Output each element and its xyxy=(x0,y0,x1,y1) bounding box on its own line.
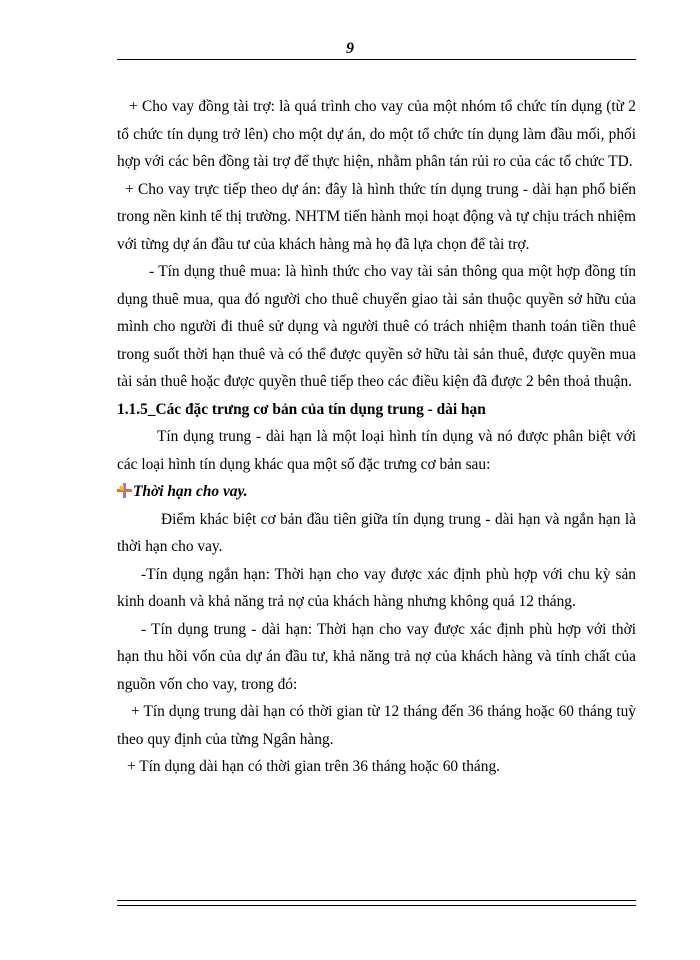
paragraph-short-term: -Tín dụng ngắn hạn: Thời hạn cho vay được xác định phù hợp với chu kỳ sản kinh doanh và khả năng trả nợ của khách hàng nhưng không quá 12 tháng. xyxy=(117,565,636,610)
star-bullet-icon xyxy=(117,483,132,498)
paragraph-long-term-range: + Tín dụng dài hạn có thời gian trên 36 tháng hoặc 60 tháng. xyxy=(127,758,501,775)
paragraph-first-difference: Điểm khác biệt cơ bản đầu tiên giữa tín dụng trung - dài hạn và ngắn hạn là thời hạn cho vay. xyxy=(117,510,636,555)
subheading-loan-term xyxy=(117,478,636,506)
header-rule xyxy=(117,59,636,60)
paragraph-co-financing: + Cho vay đồng tài trợ: là quá trình cho vay của một nhóm tổ chức tín dụng (từ 2 tổ chức tín dụng trở lên) cho một dự án, do một tổ chức tín dụng làm đầu mối, phối hợp với các bên đồng tài trợ để thực hiện, nhằm phân tán rủi ro của các tổ chức TD. xyxy=(117,98,636,170)
paragraph-medium-term-range: + Tín dụng trung dài hạn có thời gian từ 12 tháng đến 36 tháng hoặc 60 tháng tuỳ theo quy định của từng Ngân hàng. xyxy=(117,703,636,748)
footer-rule xyxy=(117,900,636,906)
paragraph-medium-long-term: - Tín dụng trung - dài hạn: Thời hạn cho vay được xác định phù hợp với thời hạn thu hồi vốn của dự án đầu tư, khả năng trả nợ của khách hàng và tính chất của nguồn vốn cho vay, trong đó: xyxy=(117,620,636,693)
page-number: 9 xyxy=(346,40,354,57)
document-body xyxy=(117,93,636,781)
paragraph-direct-project-lending: + Cho vay trực tiếp theo dự án: đây là hình thức tín dụng trung - dài hạn phổ biến trong nền kinh tế thị trường. NHTM tiến hành mọi hoạt động và tự chịu trách nhiệm với từng dự án đầu tư của khách hàng mà họ đã lựa chọn để tài trợ. xyxy=(117,180,636,253)
paragraph-intro: Tín dụng trung - dài hạn là một loại hình tín dụng và nó được phân biệt với các loại hình tín dụng khác qua một số đặc trưng cơ bản sau: xyxy=(117,428,636,473)
section-heading: 1.1.5_Các đặc trưng cơ bản của tín dụng trung - dài hạn xyxy=(117,400,486,418)
paragraph-lease-credit: - Tín dụng thuê mua: là hình thức cho vay tài sản thông qua một hợp đồng tín dụng thuê mua, qua đó người cho thuê chuyển giao tài sản thuộc quyền sở hữu của mình cho người đi thuê sử dụng và người thuê có trách nhiệm thanh toán tiền thuê trong suốt thời hạn thuê và có thể được quyền sở hữu tài sản thuê, được quyền mua tài sản thuê hoặc được quyền thuê tiếp theo các điều kiện đã được 2 bên thoả thuận. xyxy=(117,263,636,390)
subheading-text: Thời hạn cho vay. xyxy=(133,483,248,500)
